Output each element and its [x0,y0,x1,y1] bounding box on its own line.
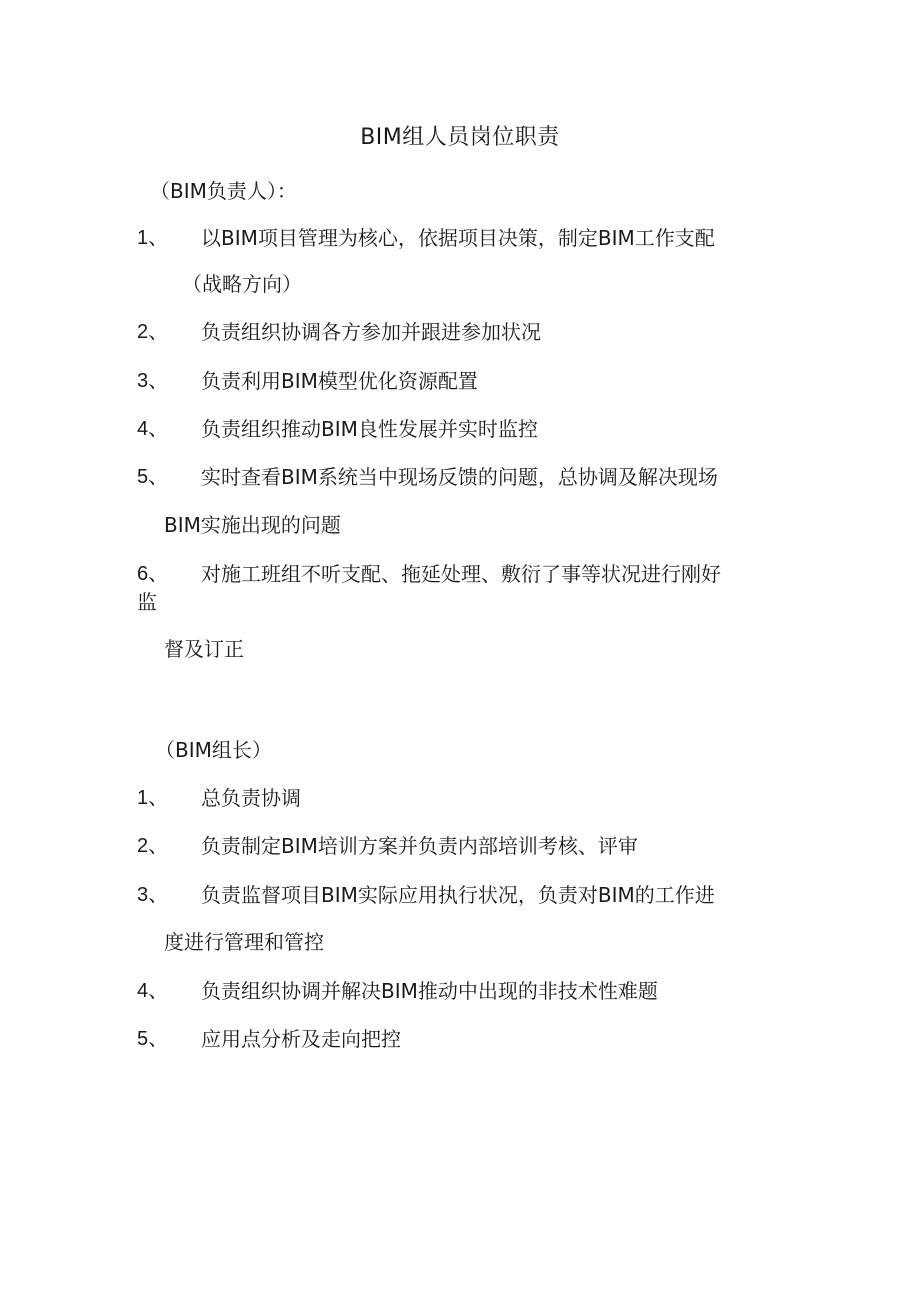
item-text: 以BIM项目管理为核心，依据项目决策，制定BIM工作支配 [201,226,715,250]
item-number: 1、 [137,787,169,809]
item-continuation: BIM实施出现的问题 [164,513,341,537]
item-text: 负责利用BIM模型优化资源配置 [201,369,478,393]
item-number: 4、 [137,418,169,440]
item-text: 对施工班组不听支配、拖延处理、敷衍了事等状况进行刚好 [201,562,721,586]
item-number: 2、 [137,835,169,857]
item-text: 负责制定BIM培训方案并负责内部培训考核、评审 [201,834,638,858]
item-continuation: 度进行管理和管控 [164,930,324,954]
item-number: 2、 [137,321,169,343]
item-text: 负责监督项目BIM实际应用执行状况，负责对BIM的工作进 [201,883,715,907]
item-number: 1、 [137,227,169,249]
section-heading-bim-lead: （BIM负责人）： [150,179,297,203]
item-number: 3、 [137,884,169,906]
item-text: 负责组织协调并解决BIM推动中出现的非技术性难题 [201,979,658,1003]
item-continuation: 督及订正 [164,637,244,661]
item-number: 5、 [137,1028,169,1050]
section-heading-bim-leader: （BIM组长） [155,738,272,762]
item-text: 总负责协调 [201,786,301,810]
item-text: 应用点分析及走向把控 [201,1027,401,1051]
item-number: 6、 [137,563,169,585]
item-wrap-text: 监 [137,590,157,614]
document-title: BIM组人员岗位职责 [360,125,560,150]
item-text: 负责组织协调各方参加并跟进参加状况 [201,320,541,344]
item-number: 5、 [137,466,169,488]
item-continuation: （战略方向） [182,272,302,296]
item-number: 4、 [137,980,169,1002]
item-text: 负责组织推动BIM良性发展并实时监控 [201,417,538,441]
item-text: 实时查看BIM系统当中现场反馈的问题，总协调及解决现场 [201,465,718,489]
item-number: 3、 [137,370,169,392]
